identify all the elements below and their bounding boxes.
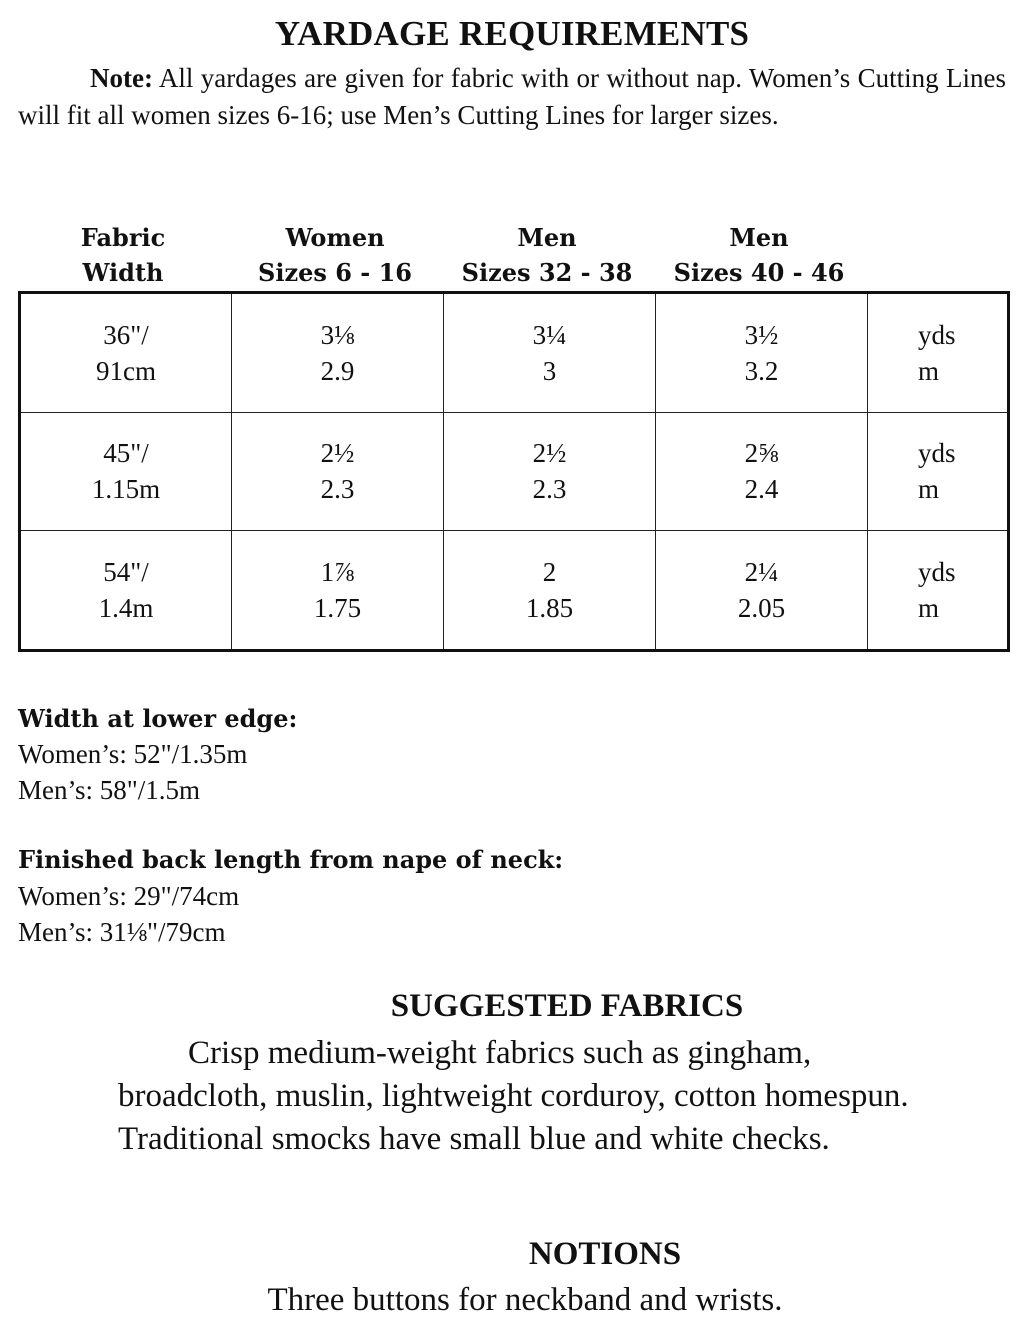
cell-line: 2.3 (320, 474, 355, 505)
cell-line: m (918, 355, 940, 386)
cell-line: m (918, 474, 940, 505)
table-cell-fabric-width (20, 412, 232, 530)
cell-line: 2.9 (320, 355, 355, 386)
cell-line: 36"/ (103, 319, 149, 350)
header-line: Fabric (80, 223, 166, 252)
back-length-heading: Finished back length from nape of neck: (18, 845, 564, 874)
back-length-women: Women’s: 29"/74cm (18, 881, 240, 911)
cell-line: 54"/ (103, 557, 149, 588)
lower-edge-men: Men’s: 58"/1.5m (18, 775, 201, 805)
suggested-fabrics-heading: SUGGESTED FABRICS (390, 988, 744, 1024)
table-cell-men-40-46 (656, 412, 868, 530)
table-cell-women (232, 412, 444, 530)
cell-line: 1.15m (91, 474, 161, 505)
cell-line: 1.4m (98, 593, 154, 624)
table-row (20, 293, 1009, 413)
cell-line: 91cm (96, 355, 156, 386)
cell-line: yds (918, 319, 956, 350)
header-men-sizes-40-46 (653, 220, 865, 290)
header-line: Men (517, 223, 577, 252)
lower-edge-heading: Width at lower edge: (18, 704, 298, 733)
table-cell-units (868, 293, 1009, 413)
header-line: Width (82, 258, 164, 287)
header-line: Sizes 32 - 38 (461, 258, 633, 287)
table-cell-men-32-38 (444, 412, 656, 530)
table-cell-fabric-width (20, 293, 232, 413)
table-cell-units (868, 531, 1009, 651)
cell-line: 2½ (320, 438, 355, 469)
cell-line: 2½ (532, 438, 567, 469)
cell-line: 2.05 (737, 593, 786, 624)
note-text: All yardages are given for fabric with or without nap. Women’s Cutting Lines will fit all women sizes 6-16; use Men’s Cutting Lines for larger sizes. (18, 63, 1006, 130)
cell-line: yds (918, 557, 956, 588)
cell-line: yds (918, 438, 956, 469)
header-men-sizes-32-38 (441, 220, 653, 290)
yardage-table (18, 291, 1010, 652)
table-row (20, 412, 1009, 530)
cell-line: 1.85 (525, 593, 574, 624)
table-row (20, 531, 1009, 651)
page-title: YARDAGE REQUIREMENTS (274, 14, 750, 53)
note-paragraph (18, 60, 1006, 134)
table-cell-fabric-width (20, 531, 232, 651)
cell-line: 2¼ (744, 557, 779, 588)
note-label: Note: (90, 63, 153, 93)
table-cell-men-32-38 (444, 293, 656, 413)
cell-line: 2.3 (532, 474, 567, 505)
table-cell-men-40-46 (656, 531, 868, 651)
table-cell-units (868, 412, 1009, 530)
table-cell-men-32-38 (444, 531, 656, 651)
cell-line: 3½ (744, 319, 779, 350)
cell-line: 2 (542, 557, 557, 588)
notions-heading: NOTIONS (528, 1236, 682, 1272)
cell-line: 1.75 (313, 593, 362, 624)
header-line: Men (729, 223, 789, 252)
table-cell-women (232, 293, 444, 413)
table-cell-men-40-46 (656, 293, 868, 413)
cell-line: 3.2 (744, 355, 779, 386)
header-fabric-width (17, 220, 229, 290)
header-women-sizes (229, 220, 441, 290)
cell-line: 3⅛ (320, 319, 355, 350)
back-length-men: Men’s: 31⅛"/79cm (18, 917, 226, 947)
cell-line: 3¼ (532, 319, 567, 350)
cell-line: m (918, 593, 940, 624)
header-line: Women (285, 223, 385, 252)
cell-line: 45"/ (103, 438, 149, 469)
lower-edge-women: Women’s: 52"/1.35m (18, 739, 248, 769)
cell-line: 3 (542, 355, 557, 386)
header-line: Sizes 40 - 46 (673, 258, 845, 287)
notions-text: Three buttons for neckband and wrists. (267, 1282, 783, 1318)
cell-line: 2.4 (744, 474, 779, 505)
suggested-fabrics-text: Crisp medium-weight fabrics such as gingham, broadcloth, muslin, lightweight corduroy, cotton homespun. Traditional smocks have small blue and white checks. (118, 1035, 909, 1157)
header-line: Sizes 6 - 16 (258, 258, 412, 287)
cell-line: 2⅝ (744, 438, 779, 469)
cell-line: 1⅞ (320, 557, 355, 588)
table-cell-women (232, 531, 444, 651)
